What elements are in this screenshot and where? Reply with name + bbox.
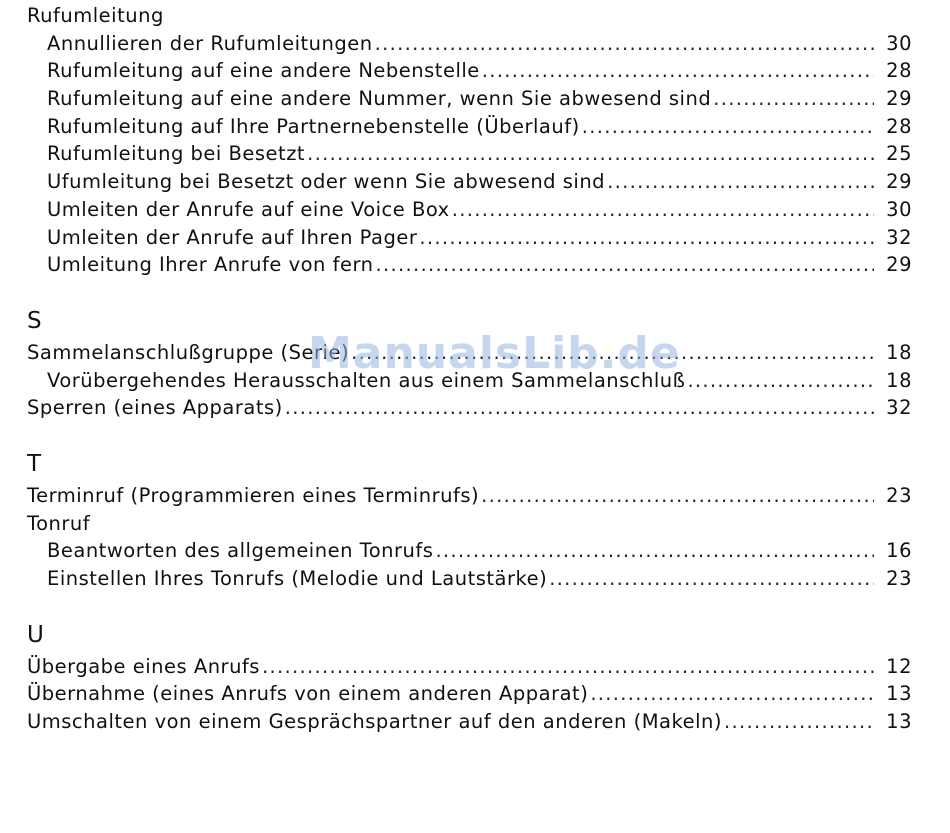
index-entry: Rufumleitung auf Ihre Partnernebenstelle (Überlauf) ..... 28 — [27, 113, 912, 141]
page-number: 32 — [886, 396, 912, 420]
index-entry: Terminruf (Programmieren eines Terminrufs) ..... 23 — [27, 482, 912, 510]
leader-dots — [482, 57, 874, 85]
page-number: 28 — [886, 114, 912, 138]
index-entry: Umleitung Ihrer Anrufe von fern ..... 29 — [27, 251, 912, 279]
leader-dots — [375, 30, 874, 58]
page-number: 30 — [886, 31, 912, 55]
section-letter-u: U — [27, 621, 44, 648]
index-entry: Beantworten des allgemeinen Tonrufs ..... 16 — [27, 537, 912, 565]
page-number: 13 — [886, 710, 912, 734]
leader-dots — [724, 708, 874, 736]
leader-dots — [687, 367, 874, 395]
page-number: 28 — [886, 59, 912, 83]
leader-dots — [607, 168, 874, 196]
page-number: 32 — [886, 225, 912, 249]
section-gap — [27, 593, 912, 617]
page-number: 25 — [886, 142, 912, 166]
index-entry: Sperren (eines Apparats) ..... 32 — [27, 394, 912, 422]
leader-dots — [376, 251, 874, 279]
page-number: 23 — [886, 567, 912, 590]
page-number: 13 — [886, 682, 912, 706]
section-letter-s: S — [27, 307, 42, 334]
leader-dots — [590, 680, 874, 708]
index-entry: Sammelanschlußgruppe (Serie) ..... 18 — [27, 339, 912, 367]
page-number: 29 — [886, 87, 912, 111]
index-page — [27, 2, 912, 736]
index-entry: Einstellen Ihres Tonrufs (Melodie und Lautstärke) ..... 23 — [27, 565, 912, 593]
section-gap — [27, 422, 912, 446]
page-number: 23 — [886, 483, 912, 507]
leader-dots — [452, 196, 874, 224]
section-gap — [27, 279, 912, 303]
section-letter-t: T — [27, 450, 42, 477]
leader-dots — [351, 339, 874, 367]
index-entry: Vorübergehendes Herausschalten aus einem Sammelanschluß ..... 18 — [27, 367, 912, 395]
index-entry: Rufumleitung auf eine andere Nebenstelle ..... 28 — [27, 57, 912, 85]
leader-dots — [285, 394, 874, 422]
leader-dots — [481, 482, 874, 510]
leader-dots — [419, 224, 874, 252]
leader-dots — [582, 113, 874, 141]
leader-dots — [307, 140, 874, 168]
index-heading-rufumleitung: Rufumleitung — [27, 4, 164, 27]
index-entry: Rufumleitung bei Besetzt ..... 25 — [27, 140, 912, 168]
index-heading-tonruf: Tonruf — [27, 511, 91, 535]
page-number: 29 — [886, 253, 912, 277]
page-number: 18 — [886, 340, 912, 364]
page-number: 29 — [886, 170, 912, 194]
index-entry: Umleiten der Anrufe auf eine Voice Box ..... 30 — [27, 196, 912, 224]
index-entry: Annullieren der Rufumleitungen ..... 30 — [27, 30, 912, 58]
index-entry: Übernahme (eines Anrufs von einem anderen Apparat) ..... 13 — [27, 680, 912, 708]
leader-dots — [262, 653, 874, 681]
page-number: 30 — [886, 197, 912, 221]
page-number: 16 — [886, 539, 912, 563]
index-entry: Rufumleitung auf eine andere Nummer, wenn Sie abwesend sind ..... 29 — [27, 85, 912, 113]
index-entry: Umschalten von einem Gesprächspartner auf den anderen (Makeln) ..... 13 — [27, 708, 912, 736]
leader-dots — [713, 85, 874, 113]
watermark-logo: ManualsLib.de — [308, 328, 681, 379]
page-number: 12 — [886, 654, 912, 678]
page-number: 18 — [886, 368, 912, 392]
leader-dots — [549, 565, 874, 593]
index-entry: Umleiten der Anrufe auf Ihren Pager ..... 32 — [27, 224, 912, 252]
index-entry: Übergabe eines Anrufs ..... 12 — [27, 653, 912, 681]
index-entry: Ufumleitung bei Besetzt oder wenn Sie abwesend sind ..... 29 — [27, 168, 912, 196]
leader-dots — [435, 537, 874, 565]
